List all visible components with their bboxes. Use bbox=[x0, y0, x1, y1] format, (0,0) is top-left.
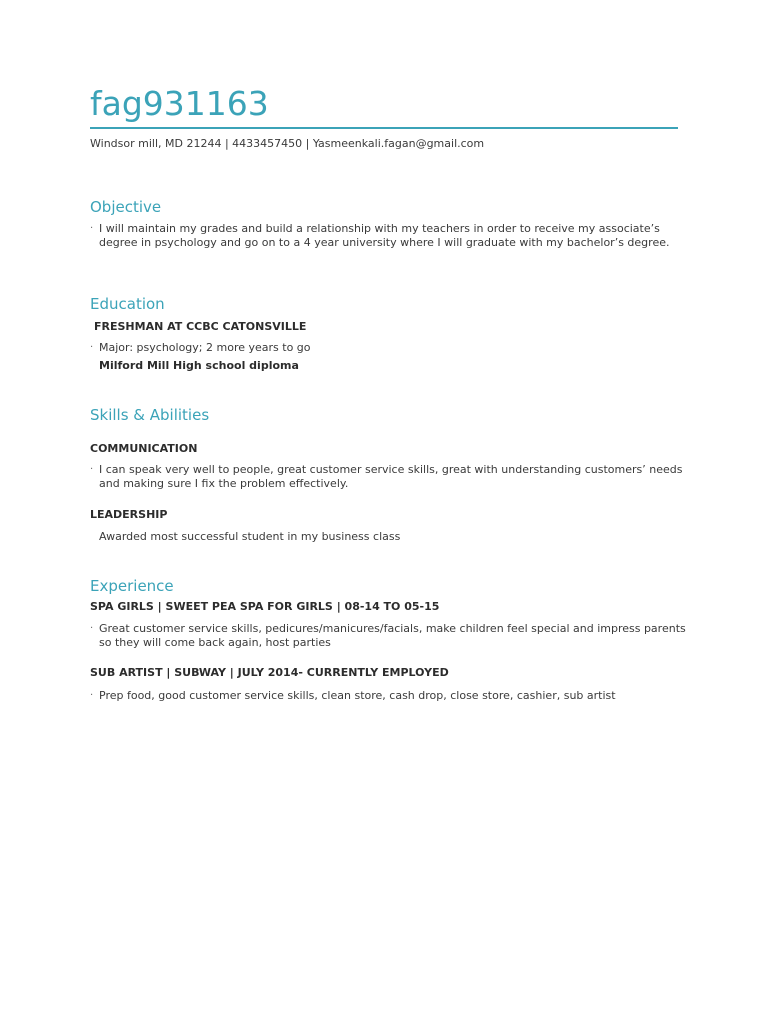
job-description: Great customer service skills, pedicures/manicures/facials, make children feel special and impress parents so they will come back again, host parties bbox=[99, 622, 686, 649]
job-description: Prep food, good customer service skills, clean store, cash drop, close store, cashier, sub artist bbox=[99, 689, 616, 702]
major-bullet bbox=[90, 341, 690, 355]
bullet-icon: · bbox=[90, 690, 94, 701]
objective-title: Objective bbox=[90, 198, 162, 216]
major-text: Major: psychology; 2 more years to go bbox=[99, 341, 311, 354]
job-bullet bbox=[90, 622, 690, 649]
objective-bullet bbox=[90, 222, 690, 249]
bullet-icon: · bbox=[90, 342, 94, 353]
job-heading: SPA GIRLS | SWEET PEA SPA FOR GIRLS | 08-14 TO 05-15 bbox=[90, 600, 440, 613]
bullet-icon: · bbox=[90, 623, 94, 634]
education-title: Education bbox=[90, 295, 165, 313]
experience-title: Experience bbox=[90, 577, 174, 595]
leadership-heading: LEADERSHIP bbox=[90, 508, 168, 521]
diploma-heading: Milford Mill High school diploma bbox=[99, 359, 299, 372]
communication-text: I can speak very well to people, great customer service skills, great with understanding customers’ needs and making sure I fix the problem effectively. bbox=[99, 463, 683, 490]
bullet-icon: · bbox=[90, 223, 94, 234]
job-heading: SUB ARTIST | SUBWAY | JULY 2014- CURRENTLY EMPLOYED bbox=[90, 666, 449, 679]
contact-info: Windsor mill, MD 21244 | 4433457450 | Yasmeenkali.fagan@gmail.com bbox=[90, 137, 485, 150]
skills-title: Skills & Abilities bbox=[90, 406, 210, 424]
resume-name: fag931163 bbox=[90, 84, 269, 123]
communication-heading: COMMUNICATION bbox=[90, 442, 198, 455]
school-heading: FRESHMAN AT CCBC CATONSVILLE bbox=[94, 320, 307, 333]
header-divider bbox=[90, 127, 678, 129]
bullet-icon: · bbox=[90, 464, 94, 475]
job-bullet bbox=[90, 689, 690, 703]
communication-bullet bbox=[90, 463, 690, 490]
leadership-text: Awarded most successful student in my business class bbox=[99, 530, 401, 543]
objective-text: I will maintain my grades and build a relationship with my teachers in order to receive my associate’s degree in psychology and go on to a 4 year university where I will graduate with my bachelor’s degree. bbox=[99, 222, 670, 249]
